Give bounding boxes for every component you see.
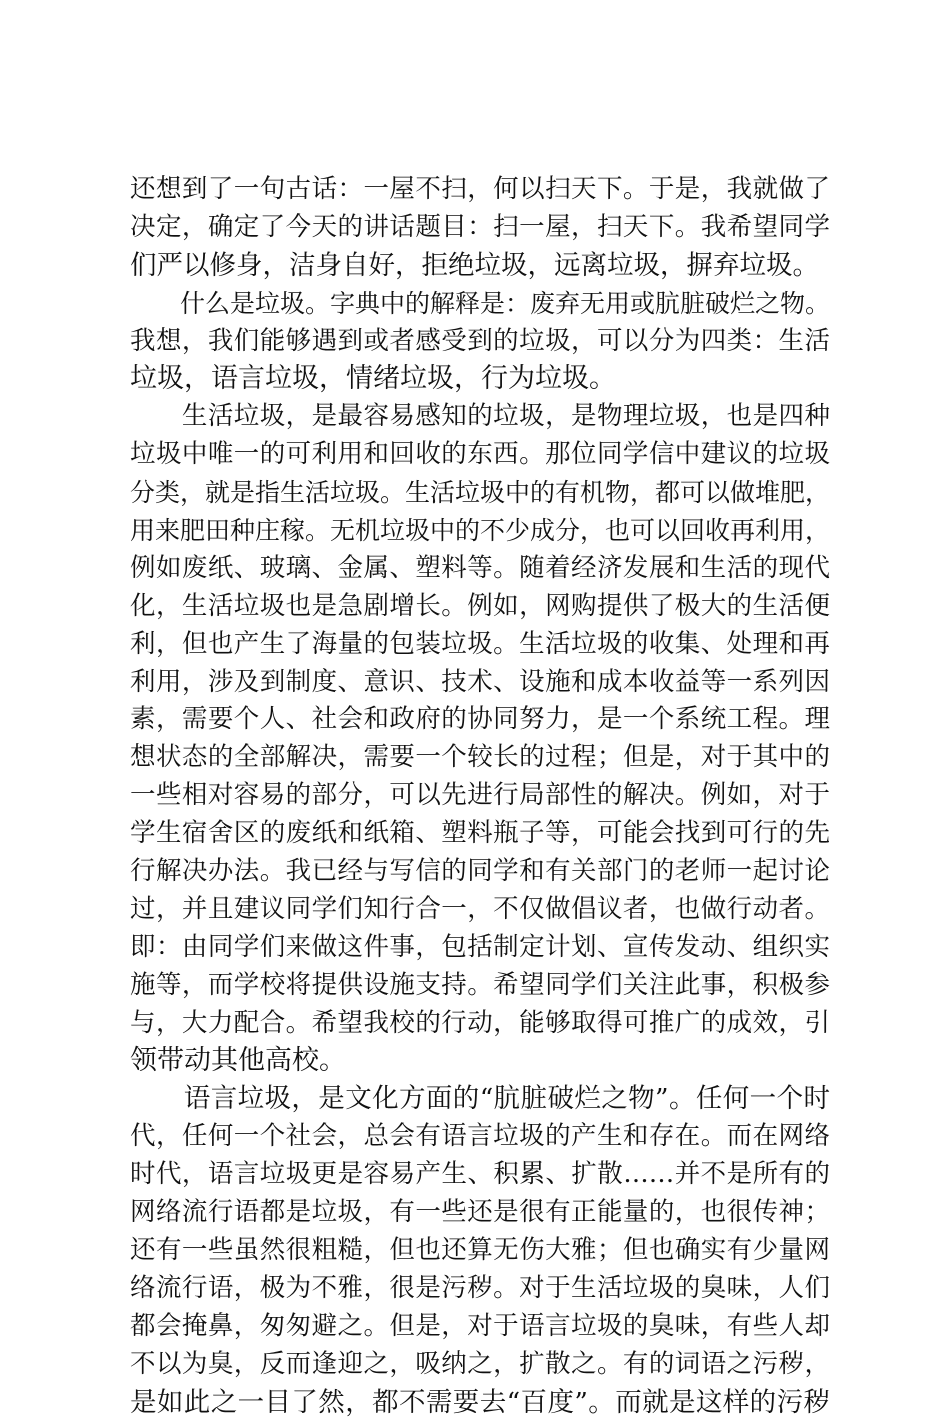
text-line: 素，需要个人、社会和政府的协同努力，是一个系统工程。理 (130, 701, 830, 739)
text-line: 分类，就是指生活垃圾。生活垃圾中的有机物，都可以做堆肥， (130, 474, 830, 512)
text-line: 决定，确定了今天的讲话题目：扫一屋，扫天下。我希望同学 (130, 209, 830, 247)
text-line: 一些相对容易的部分，可以先进行局部性的解决。例如，对于 (130, 777, 830, 815)
text-line: 还有一些虽然很粗糙，但也还算无伤大雅；但也确实有少量网 (130, 1232, 830, 1270)
text-line: 与，大力配合。希望我校的行动，能够取得可推广的成效，引 (130, 1005, 830, 1043)
text-line: 领带动其他高校。 (130, 1042, 830, 1080)
text-line: 时代，语言垃圾更是容易产生、积累、扩散……并不是所有的 (130, 1156, 830, 1194)
text-line: 网络流行语都是垃圾，有一些还是很有正能量的，也很传神； (130, 1194, 830, 1232)
text-line: 想状态的全部解决，需要一个较长的过程；但是，对于其中的 (130, 739, 830, 777)
text-line: 垃圾中唯一的可利用和回收的东西。那位同学信中建议的垃圾 (130, 436, 830, 474)
text-line: 都会掩鼻，匆匆避之。但是，对于语言垃圾的臭味，有些人却 (130, 1308, 830, 1346)
text-line: 是如此之一目了然，都不需要去“百度”。而就是这样的污秽 (130, 1384, 830, 1421)
text-line: 络流行语，极为不雅，很是污秽。对于生活垃圾的臭味，人们 (130, 1270, 830, 1308)
text-line: 我想，我们能够遇到或者感受到的垃圾，可以分为四类：生活 (130, 323, 830, 361)
text-line: 利，但也产生了海量的包装垃圾。生活垃圾的收集、处理和再 (130, 626, 830, 664)
text-line: 即：由同学们来做这件事，包括制定计划、宣传发动、组织实 (130, 929, 830, 967)
text-line: 不以为臭，反而逢迎之，吸纳之，扩散之。有的词语之污秽， (130, 1346, 830, 1384)
text-line: 代，任何一个社会，总会有语言垃圾的产生和存在。而在网络 (130, 1118, 830, 1156)
text-line: 化，生活垃圾也是急剧增长。例如，网购提供了极大的生活便 (130, 588, 830, 626)
text-line: 还想到了一句古话：一屋不扫，何以扫天下。于是，我就做了 (130, 171, 830, 209)
document-body (130, 171, 830, 1421)
text-line: 学生宿舍区的废纸和纸箱、塑料瓶子等，可能会找到可行的先 (130, 815, 830, 853)
text-line: 用来肥田种庄稼。无机垃圾中的不少成分，也可以回收再利用， (130, 512, 830, 550)
text-line: 行解决办法。我已经与写信的同学和有关部门的老师一起讨论 (130, 853, 830, 891)
text-line: 什么是垃圾。字典中的解释是：废弃无用或肮脏破烂之物。 (130, 285, 830, 323)
text-line: 施等，而学校将提供设施支持。希望同学们关注此事，积极参 (130, 967, 830, 1005)
text-line: 生活垃圾，是最容易感知的垃圾，是物理垃圾，也是四种 (130, 398, 830, 436)
text-line: 利用，涉及到制度、意识、技术、设施和成本收益等一系列因 (130, 664, 830, 702)
text-line: 垃圾，语言垃圾，情绪垃圾，行为垃圾。 (130, 360, 830, 398)
text-line: 们严以修身，洁身自好，拒绝垃圾，远离垃圾，摒弃垃圾。 (130, 247, 830, 285)
text-line: 例如废纸、玻璃、金属、塑料等。随着经济发展和生活的现代 (130, 550, 830, 588)
text-line: 语言垃圾，是文化方面的“肮脏破烂之物”。任何一个时 (130, 1080, 830, 1118)
text-line: 过，并且建议同学们知行合一，不仅做倡议者，也做行动者。 (130, 891, 830, 929)
